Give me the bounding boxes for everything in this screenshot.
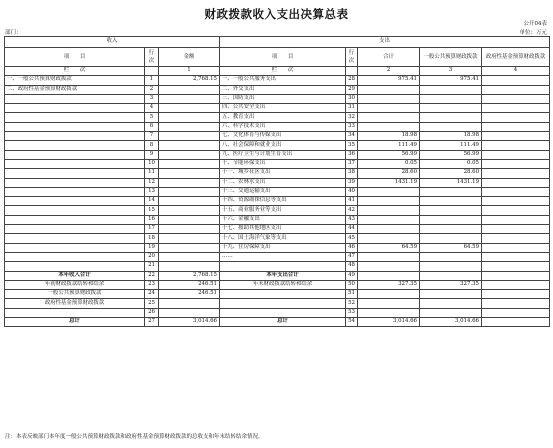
cell-ln: 15 <box>145 206 159 215</box>
cell-ln: 26 <box>145 308 159 317</box>
cell-ri: 五、教育支出 <box>220 113 346 122</box>
cell-rt <box>358 234 420 243</box>
cell-rn: 54 <box>346 318 358 327</box>
table-code: 公开04表 <box>523 21 547 27</box>
cell-la <box>159 308 220 317</box>
cell-ri: 十五、商业服务业等支出 <box>220 206 346 215</box>
expense-total-header: 合计 <box>358 48 420 67</box>
cell-rt <box>358 225 420 234</box>
cell-rt <box>358 122 420 131</box>
cell-la <box>159 197 220 206</box>
cell-li <box>5 197 145 206</box>
table-row <box>5 197 550 206</box>
cell-rg: 1431.19 <box>420 178 482 187</box>
table-row <box>5 141 550 150</box>
cell-la <box>159 234 220 243</box>
cell-ln: 11 <box>145 169 159 178</box>
cell-rg <box>420 206 482 215</box>
cell-li <box>5 141 145 150</box>
cell-ri: 十一、城乡社区支出 <box>220 169 346 178</box>
cell-ln: 2 <box>145 85 159 94</box>
cell-la <box>159 85 220 94</box>
cell-rt: 3,014.66 <box>358 318 420 327</box>
cell-la: 2,768.15 <box>159 271 220 280</box>
cell-rn: 38 <box>346 169 358 178</box>
table-row <box>5 159 550 168</box>
cell-ln: 9 <box>145 150 159 159</box>
cell-ri: 十四、资源勘探信息等支出 <box>220 197 346 206</box>
cell-ri: 七、文化体育与传媒支出 <box>220 132 346 141</box>
cell-rt: 64.59 <box>358 243 420 252</box>
cell-rt <box>358 197 420 206</box>
cell-rf <box>482 132 550 141</box>
cell-ri: 年末财政拨款结转和结余 <box>220 280 346 289</box>
table-row <box>5 280 550 289</box>
cell-la <box>159 225 220 234</box>
cell-rn: 52 <box>346 299 358 308</box>
cell-rt: 975.41 <box>358 76 420 85</box>
unit-label: 单位：万元 <box>519 30 547 36</box>
cell-la <box>159 132 220 141</box>
cell-ln: 10 <box>145 159 159 168</box>
income-item-header: 项 目 <box>5 48 145 67</box>
cell-rt: 327.35 <box>358 280 420 289</box>
expense-general-header: 一般公共预算财政拨款 <box>420 48 482 67</box>
cell-rg <box>420 299 482 308</box>
cell-rf <box>482 159 550 168</box>
income-col1: 1 <box>159 67 220 76</box>
cell-la <box>159 252 220 261</box>
cell-ln: 21 <box>145 262 159 271</box>
cell-rt <box>358 104 420 113</box>
cell-li: 总计 <box>5 318 145 327</box>
cell-rt <box>358 113 420 122</box>
cell-rf <box>482 215 550 224</box>
cell-la: 246.51 <box>159 290 220 299</box>
cell-ri: …… <box>220 252 346 261</box>
cell-li <box>5 169 145 178</box>
cell-ri: 六、科学技术支出 <box>220 122 346 131</box>
cell-rf <box>482 318 550 327</box>
cell-li <box>5 94 145 103</box>
expense-fund-header: 政府性基金预算财政拨款 <box>482 48 550 67</box>
cell-rt: 18.98 <box>358 132 420 141</box>
cell-li <box>5 252 145 261</box>
table-row <box>5 76 550 85</box>
table-row <box>5 104 550 113</box>
cell-li <box>5 132 145 141</box>
cell-la <box>159 299 220 308</box>
cell-rt <box>358 85 420 94</box>
cell-rn: 37 <box>346 159 358 168</box>
table-row <box>5 187 550 196</box>
cell-li <box>5 122 145 131</box>
income-amount-header: 金额 <box>159 48 220 67</box>
cell-li <box>5 225 145 234</box>
table-row <box>5 243 550 252</box>
cell-ln: 8 <box>145 141 159 150</box>
cell-la <box>159 178 220 187</box>
cell-rg: 64.59 <box>420 243 482 252</box>
report-title: 财政拨款收入支出决算总表 <box>204 7 349 21</box>
cell-ri: 十、节能环保支出 <box>220 159 346 168</box>
cell-ln: 24 <box>145 290 159 299</box>
empty-cell <box>346 67 358 76</box>
cell-rn: 29 <box>346 85 358 94</box>
cell-rn: 34 <box>346 132 358 141</box>
cell-rf <box>482 187 550 196</box>
cell-rg <box>420 225 482 234</box>
cell-li: 政府性基金预算财政拨款 <box>5 299 145 308</box>
cell-rn: 41 <box>346 197 358 206</box>
cell-la <box>159 113 220 122</box>
cell-ln: 17 <box>145 225 159 234</box>
cell-ri: 十二、农林水支出 <box>220 178 346 187</box>
cell-rf <box>482 94 550 103</box>
cell-rn: 32 <box>346 113 358 122</box>
cell-rn: 47 <box>346 252 358 261</box>
table-row <box>5 150 550 159</box>
cell-li <box>5 262 145 271</box>
cell-rt <box>358 299 420 308</box>
cell-ri: 二、外交支出 <box>220 85 346 94</box>
cell-ri: 三、国防支出 <box>220 94 346 103</box>
cell-ri: 本年支出合计 <box>220 271 346 280</box>
cell-ri <box>220 299 346 308</box>
cell-li <box>5 150 145 159</box>
cell-li <box>5 215 145 224</box>
cell-rt: 0.05 <box>358 159 420 168</box>
table-row <box>5 318 550 327</box>
cell-ri: 十七、援助其他地区支出 <box>220 225 346 234</box>
cell-li <box>5 113 145 122</box>
cell-ln: 1 <box>145 76 159 85</box>
cell-rg <box>420 94 482 103</box>
table-row <box>5 113 550 122</box>
cell-rt <box>358 187 420 196</box>
cell-rg <box>420 215 482 224</box>
cell-la: 246.51 <box>159 280 220 289</box>
cell-li <box>5 178 145 187</box>
cell-rg <box>420 308 482 317</box>
cell-la <box>159 206 220 215</box>
cell-rf <box>482 252 550 261</box>
cell-ln: 12 <box>145 178 159 187</box>
cell-rg: 327.35 <box>420 280 482 289</box>
cell-rf <box>482 308 550 317</box>
cell-rf <box>482 85 550 94</box>
cell-la <box>159 169 220 178</box>
cell-li <box>5 234 145 243</box>
cell-rg <box>420 122 482 131</box>
table-row <box>5 290 550 299</box>
expense-line-header: 行次 <box>346 48 358 67</box>
cell-ln: 16 <box>145 215 159 224</box>
cell-ri: 一、一般公共服务支出 <box>220 76 346 85</box>
cell-la <box>159 141 220 150</box>
cell-rg <box>420 234 482 243</box>
table-row <box>5 252 550 261</box>
cell-rn: 35 <box>346 141 358 150</box>
cell-ln: 27 <box>145 318 159 327</box>
income-header: 收入 <box>5 37 220 48</box>
cell-li: 年初财政拨款结转和结余 <box>5 280 145 289</box>
cell-rt <box>358 262 420 271</box>
department-label: 部门： <box>5 30 22 36</box>
cell-rt: 1431.19 <box>358 178 420 187</box>
cell-la <box>159 215 220 224</box>
cell-ln: 22 <box>145 271 159 280</box>
cell-rf <box>482 150 550 159</box>
cell-ln: 3 <box>145 94 159 103</box>
cell-ri <box>220 262 346 271</box>
cell-la <box>159 104 220 113</box>
cell-li <box>5 308 145 317</box>
cell-rg: 3,014.66 <box>420 318 482 327</box>
table-row <box>5 271 550 280</box>
cell-rn: 43 <box>346 215 358 224</box>
cell-ri: 十八、国土海洋气象等支出 <box>220 234 346 243</box>
expense-col4: 4 <box>482 67 550 76</box>
cell-li <box>5 159 145 168</box>
cell-ri <box>220 290 346 299</box>
cell-rn: 45 <box>346 234 358 243</box>
cell-rt: 56.99 <box>358 150 420 159</box>
table-row <box>5 299 550 308</box>
cell-rt <box>358 271 420 280</box>
cell-rf <box>482 197 550 206</box>
table-row <box>5 169 550 178</box>
cell-ri: 九、医疗卫生与计划生育支出 <box>220 150 346 159</box>
cell-ln: 7 <box>145 132 159 141</box>
cell-li <box>5 104 145 113</box>
cell-rg <box>420 187 482 196</box>
cell-rt <box>358 215 420 224</box>
cell-rt: 28.60 <box>358 169 420 178</box>
cell-ln: 6 <box>145 122 159 131</box>
cell-rn: 44 <box>346 225 358 234</box>
cell-la <box>159 187 220 196</box>
cell-rg: 975.41 <box>420 76 482 85</box>
cell-la: 3,014.66 <box>159 318 220 327</box>
cell-la <box>159 262 220 271</box>
expense-header: 支出 <box>220 37 550 48</box>
income-line-header: 行次 <box>145 48 159 67</box>
fiscal-summary-table <box>4 36 550 327</box>
table-row <box>5 215 550 224</box>
cell-li <box>5 206 145 215</box>
cell-li: 一般公共预算财政拨款 <box>5 290 145 299</box>
cell-ln: 13 <box>145 187 159 196</box>
cell-la <box>159 122 220 131</box>
cell-rf <box>482 141 550 150</box>
cell-ri: 八、社会保障和就业支出 <box>220 141 346 150</box>
cell-rg: 28.60 <box>420 169 482 178</box>
cell-rg <box>420 290 482 299</box>
cell-la <box>159 150 220 159</box>
table-row <box>5 132 550 141</box>
cell-ri: 总计 <box>220 318 346 327</box>
cell-rf <box>482 122 550 131</box>
cell-rf <box>482 225 550 234</box>
cell-li <box>5 187 145 196</box>
table-row <box>5 206 550 215</box>
table-row <box>5 85 550 94</box>
table-row <box>5 94 550 103</box>
cell-ln: 18 <box>145 234 159 243</box>
cell-rn: 30 <box>346 94 358 103</box>
cell-rf <box>482 169 550 178</box>
cell-ri <box>220 308 346 317</box>
cell-rf <box>482 178 550 187</box>
cell-rg: 0.05 <box>420 159 482 168</box>
cell-la <box>159 94 220 103</box>
cell-rt <box>358 308 420 317</box>
cell-ri: 十三、交通运输支出 <box>220 187 346 196</box>
cell-la <box>159 243 220 252</box>
cell-rn: 50 <box>346 280 358 289</box>
cell-rn: 39 <box>346 178 358 187</box>
cell-rf <box>482 76 550 85</box>
cell-rn: 31 <box>346 104 358 113</box>
expense-lanci: 栏 次 <box>220 67 346 76</box>
cell-rn: 46 <box>346 243 358 252</box>
cell-la: 2,768.15 <box>159 76 220 85</box>
cell-rn: 51 <box>346 290 358 299</box>
table-row <box>5 308 550 317</box>
cell-ri: 十六、金融支出 <box>220 215 346 224</box>
income-lanci: 栏 次 <box>5 67 145 76</box>
cell-rf <box>482 234 550 243</box>
cell-rt <box>358 94 420 103</box>
cell-ln: 4 <box>145 104 159 113</box>
cell-rg <box>420 197 482 206</box>
cell-ln: 23 <box>145 280 159 289</box>
cell-ln: 5 <box>145 113 159 122</box>
cell-rg <box>420 252 482 261</box>
cell-ln: 14 <box>145 197 159 206</box>
cell-rt: 111.49 <box>358 141 420 150</box>
cell-rf <box>482 206 550 215</box>
empty-cell <box>145 67 159 76</box>
expense-item-header: 项 目 <box>220 48 346 67</box>
cell-rg: 111.49 <box>420 141 482 150</box>
cell-rt <box>358 252 420 261</box>
cell-rf <box>482 290 550 299</box>
cell-ri: 十九、住房保障支出 <box>220 243 346 252</box>
cell-ln: 25 <box>145 299 159 308</box>
footnote: 注：本表反映部门本年度一般公共预算财政拨款和政府性基金预算财政拨款的总收支和年末结转结余情况。 <box>5 434 264 440</box>
cell-rn: 36 <box>346 150 358 159</box>
expense-col3: 3 <box>420 67 482 76</box>
table-row <box>5 262 550 271</box>
table-row <box>5 225 550 234</box>
cell-rf <box>482 113 550 122</box>
expense-col2: 2 <box>358 67 420 76</box>
table-row <box>5 234 550 243</box>
cell-la <box>159 159 220 168</box>
cell-rn: 40 <box>346 187 358 196</box>
cell-ln: 20 <box>145 252 159 261</box>
cell-rn: 28 <box>346 76 358 85</box>
cell-ln: 19 <box>145 243 159 252</box>
cell-li: 二、政府性基金预算财政拨款 <box>5 85 145 94</box>
cell-rf <box>482 262 550 271</box>
cell-rg: 56.99 <box>420 150 482 159</box>
cell-li: 一、一般公共预算财政拨款 <box>5 76 145 85</box>
cell-rn: 53 <box>346 308 358 317</box>
cell-ri: 四、公共安全支出 <box>220 104 346 113</box>
cell-rg <box>420 271 482 280</box>
cell-rn: 42 <box>346 206 358 215</box>
table-row <box>5 122 550 131</box>
cell-rg <box>420 85 482 94</box>
cell-li <box>5 243 145 252</box>
cell-rt <box>358 206 420 215</box>
cell-rg <box>420 262 482 271</box>
cell-rf <box>482 271 550 280</box>
cell-rf <box>482 280 550 289</box>
cell-rn: 33 <box>346 122 358 131</box>
table-row <box>5 178 550 187</box>
cell-rn: 48 <box>346 262 358 271</box>
cell-rf <box>482 243 550 252</box>
cell-li: 本年收入合计 <box>5 271 145 280</box>
cell-rg <box>420 104 482 113</box>
cell-rg <box>420 113 482 122</box>
cell-rt <box>358 290 420 299</box>
cell-rn: 49 <box>346 271 358 280</box>
cell-rg: 18.98 <box>420 132 482 141</box>
cell-rf <box>482 104 550 113</box>
cell-rf <box>482 299 550 308</box>
